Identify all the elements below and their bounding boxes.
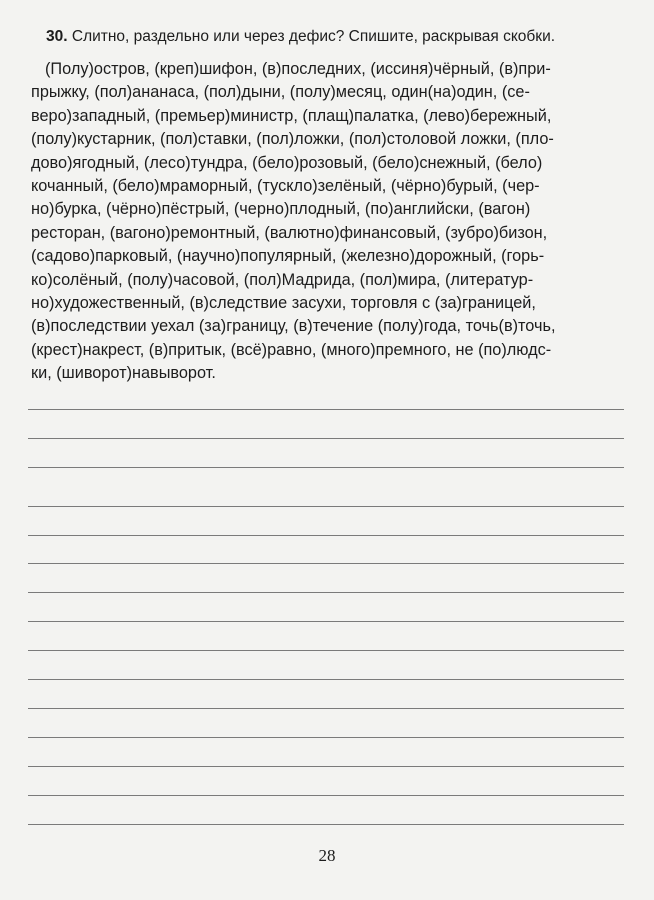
exercise-line: (полу)кустарник, (пол)ставки, (пол)ложки, (пол)столовой ложки, (пло- — [31, 130, 554, 149]
writing-line[interactable] — [28, 708, 624, 709]
exercise-line: (садово)парковый, (научно)популярный, (железно)дорожный, (горь- — [31, 247, 545, 266]
writing-line[interactable] — [28, 506, 624, 507]
writing-line[interactable] — [28, 467, 624, 468]
writing-line[interactable] — [28, 737, 624, 738]
exercise-line: (крест)накрест, (в)притык, (всё)равно, (много)премного, не (по)людс- — [31, 340, 552, 359]
writing-line[interactable] — [28, 795, 624, 796]
exercise-line: прыжку, (пол)ананаса, (пол)дыни, (полу)месяц, один(на)один, (се- — [31, 83, 530, 102]
exercise-line: кочанный, (бело)мраморный, (тускло)зелёный, (чёрно)бурый, (чер- — [31, 177, 540, 196]
task-instruction: Слитно, раздельно или через дефис? Спишите, раскрывая скобки. — [71, 28, 556, 45]
exercise-line: но)художественный, (в)следствие засухи, торговля с (за)границей, — [31, 294, 536, 313]
writing-line[interactable] — [28, 409, 624, 410]
task-title — [46, 27, 626, 47]
exercise-line: но)бурка, (чёрно)пёстрый, (черно)плодный, (по)английски, (вагон) — [31, 200, 531, 219]
exercise-text — [31, 58, 631, 386]
exercise-line: дово)ягодный, (лесо)тундра, (бело)розовый, (бело)снежный, (бело) — [31, 153, 543, 172]
writing-line[interactable] — [28, 621, 624, 622]
writing-line[interactable] — [28, 766, 624, 767]
exercise-line: ресторан, (вагоно)ремонтный, (валютно)финансовый, (зубро)бизон, — [31, 223, 548, 242]
writing-line[interactable] — [28, 438, 624, 439]
exercise-line: (Полу)остров, (креп)шифон, (в)последних, (иссиня)чёрный, (в)при- — [45, 60, 551, 78]
writing-line[interactable] — [28, 563, 624, 564]
task-number: 30. — [46, 28, 68, 45]
exercise-line: ки, (шиворот)навыворот. — [31, 364, 216, 383]
exercise-line: (в)последствии уехал (за)границу, (в)течение (полу)года, точь(в)точь, — [31, 317, 556, 336]
exercise-line: ко)солёный, (полу)часовой, (пол)Мадрида, (пол)мира, (литератур- — [31, 270, 534, 289]
exercise-line: веро)западный, (премьер)министр, (плащ)палатка, (лево)бережный, — [31, 106, 552, 125]
page-number: 28 — [318, 846, 336, 865]
writing-line[interactable] — [28, 650, 624, 651]
writing-line[interactable] — [28, 535, 624, 536]
writing-line[interactable] — [28, 679, 624, 680]
writing-line[interactable] — [28, 824, 624, 825]
writing-line[interactable] — [28, 592, 624, 593]
